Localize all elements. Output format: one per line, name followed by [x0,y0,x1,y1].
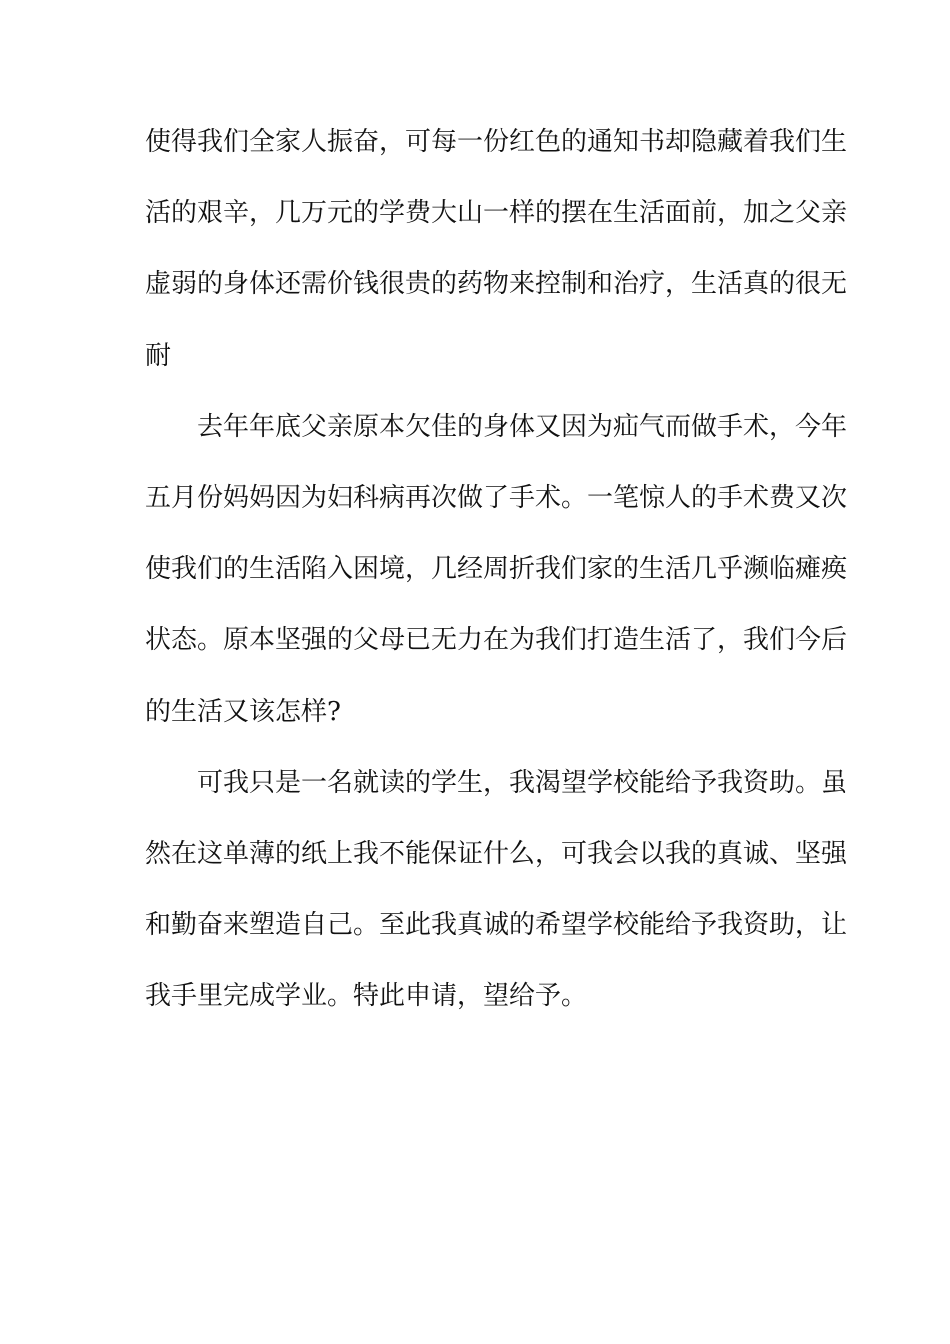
paragraph-1-line-1: 使得我们全家人振奋，可每一份红色的通知书却隐藏着我们生 [145,127,848,157]
paragraph-3-line-3: 和勤奋来塑造自己。至此我真诚的希望学校能给予我资助，让 [145,910,848,941]
paragraph-1-line-2: 活的艰辛，几万元的学费大山一样的摆在生活面前，加之父亲 [145,198,848,229]
document-body [145,127,848,1054]
paragraph-1-line-3: 虚弱的身体还需价钱很贵的药物来控制和治疗，生活真的很无 [145,269,848,300]
paragraph-2-line-4: 状态。原本坚强的父母已无力在为我们打造生活了，我们今后 [145,625,848,656]
paragraph-3-line-2: 然在这单薄的纸上我不能保证什么，可我会以我的真诚、坚强 [145,838,848,869]
paragraph-2-line-3: 使我们的生活陷入困境，几经周折我们家的生活几乎濒临瘫痪 [145,554,848,585]
paragraph-1-line-4: 耐 [145,340,172,371]
paragraph-2-line-5: 的生活又该怎样? [145,696,341,727]
paragraph-3-line-4: 我手里完成学业。特此申请，望给予。 [145,981,588,1012]
paragraph-2-line-1: 去年年底父亲原本欠佳的身体又因为疝气而做手术，今年 [197,411,848,442]
paragraph-2-line-2: 五月份妈妈因为妇科病再次做了手术。一笔惊人的手术费又次 [145,482,848,513]
paragraph-3-line-1: 可我只是一名就读的学生，我渴望学校能给予我资助。虽 [197,767,848,798]
